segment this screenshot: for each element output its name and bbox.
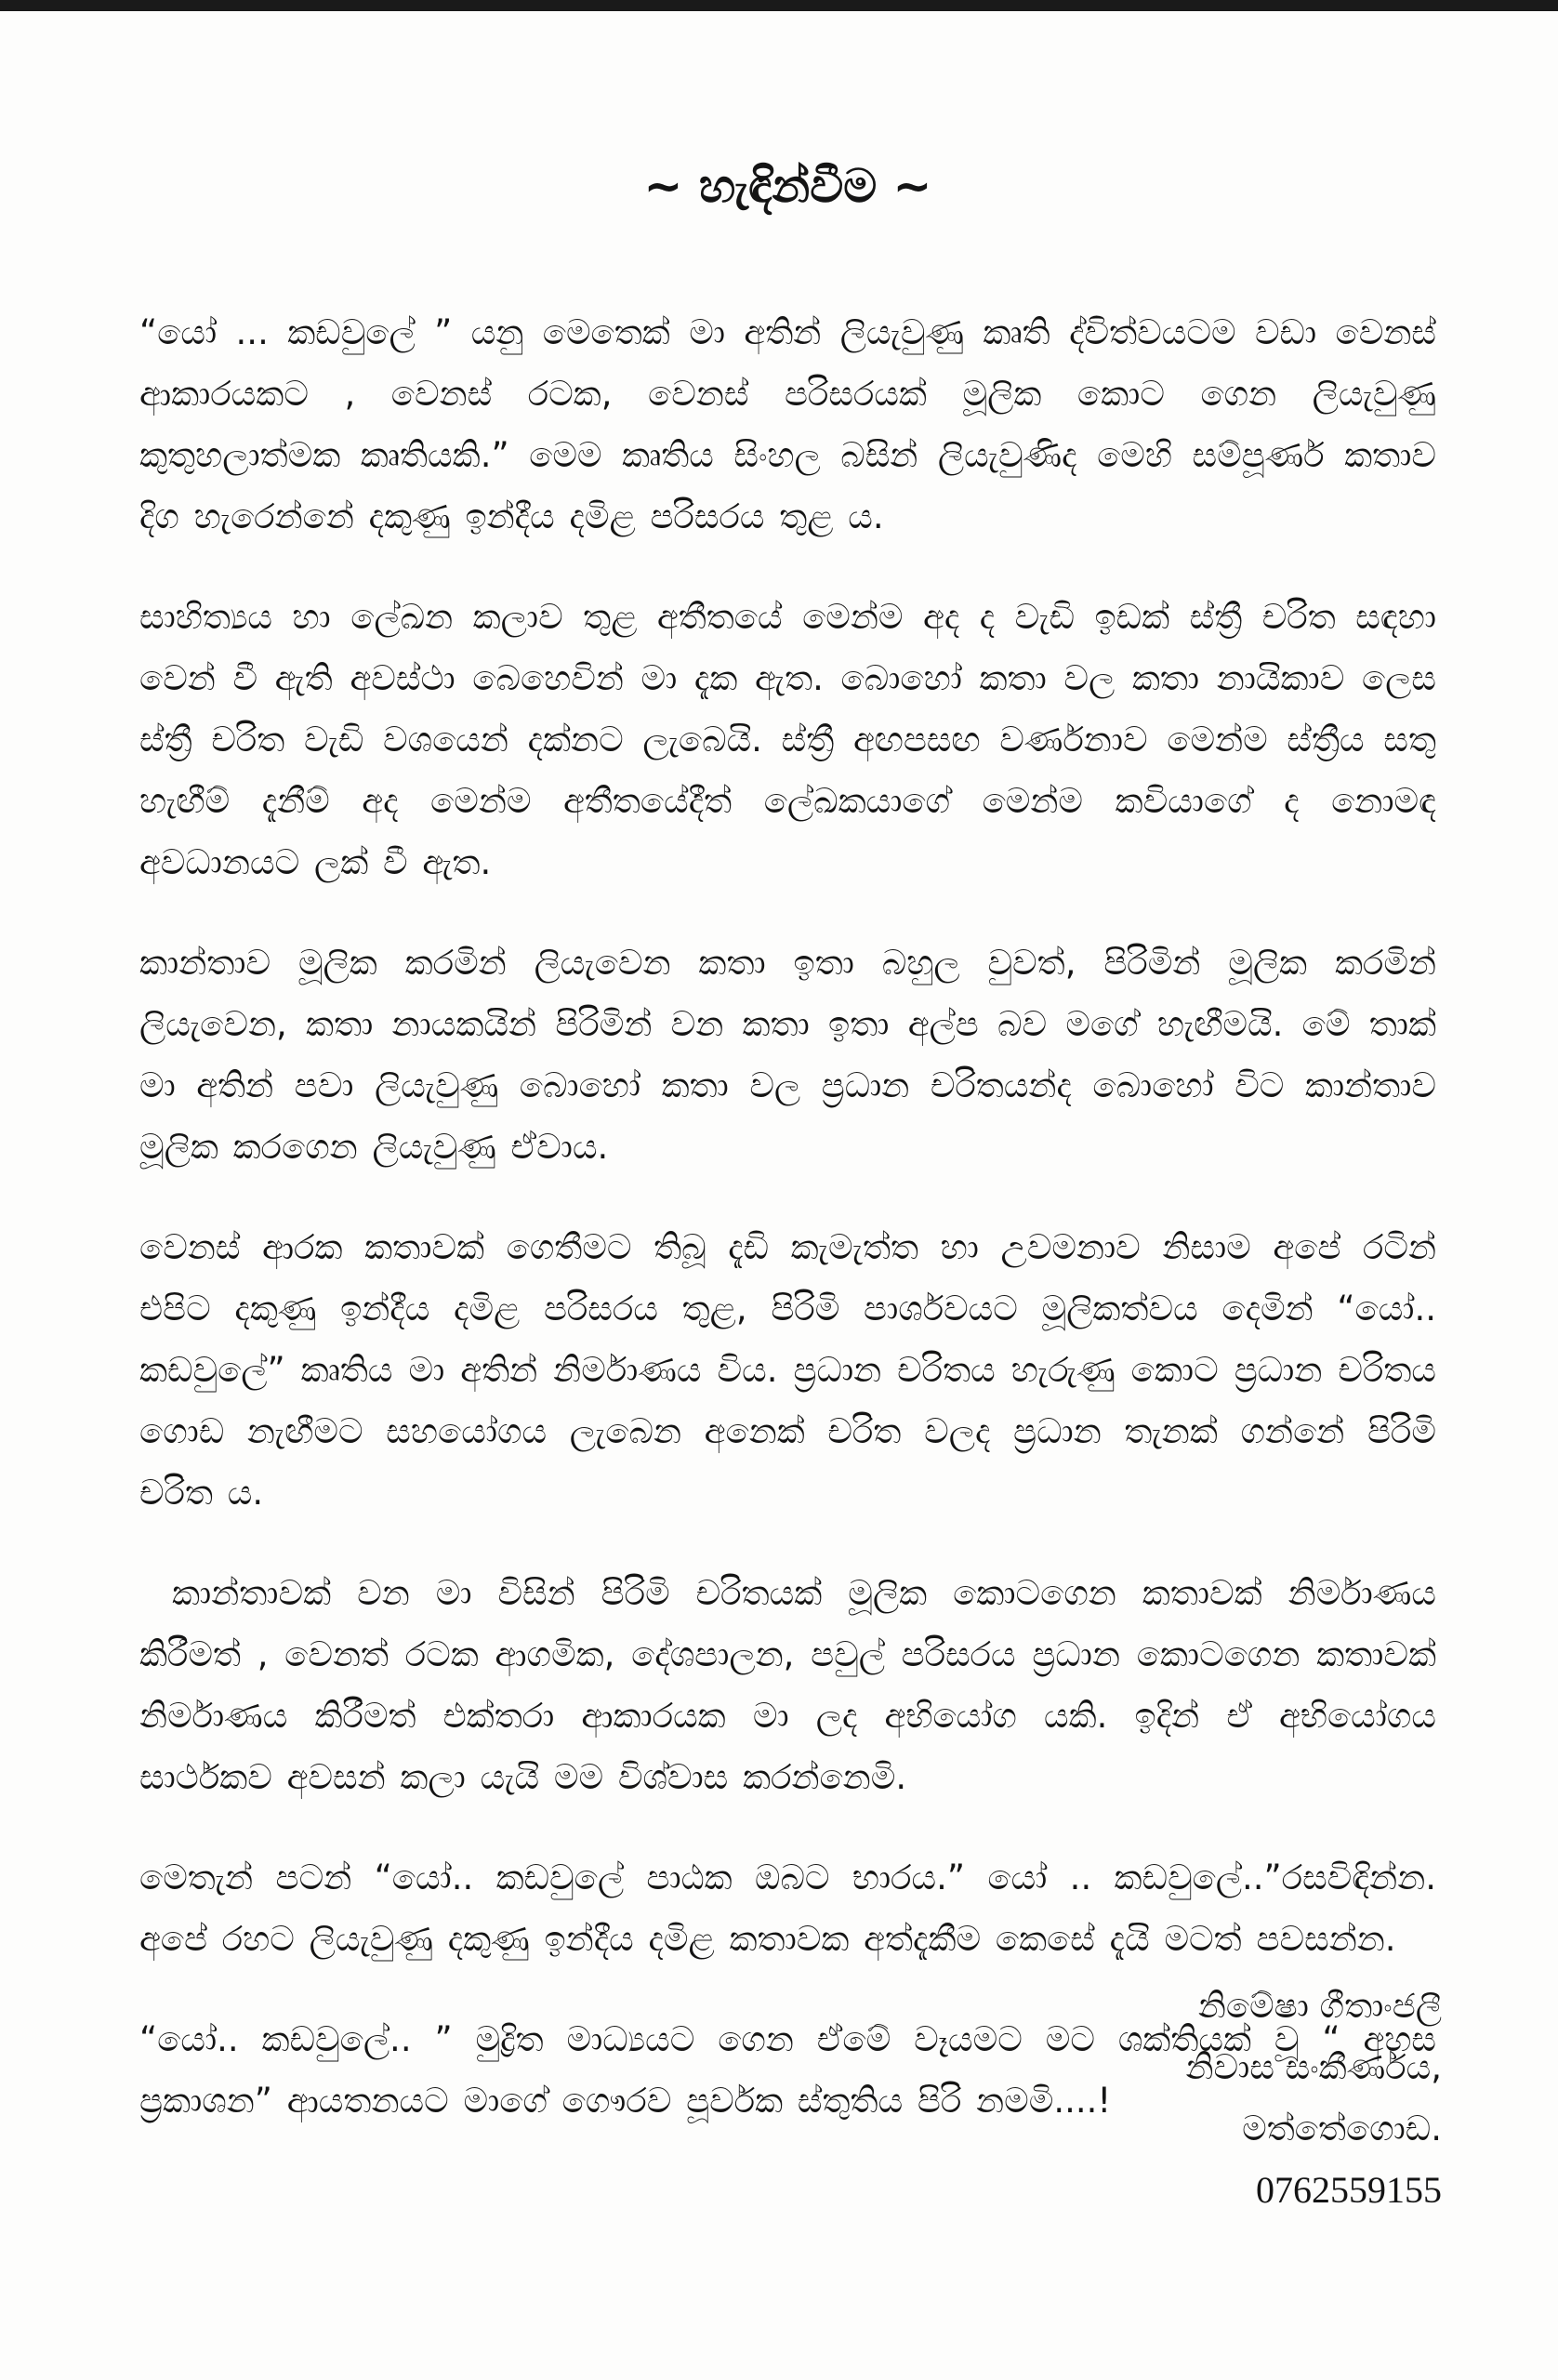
author-address-line-1: නිවාස සංකීර්ණය, (1185, 2047, 1442, 2087)
page-title: ~ හැඳින්වීම ~ (643, 159, 932, 213)
paragraph-1: “යෝ ... කඩවුලේ ” යනු මෙතෙක් මා අතින් ලියැවුණු කෘති ද්විත්වයටම වඩා වෙනස් ආකාරයකට , වෙනස් රටක, වෙනස් පරිසරයක් මූලික කොට ගෙන ලියැවුණු කුතුහලාත්මක කෘතියකි.” මෙම කෘතිය සිංහල බසින් ලියැවුණිද මෙහි සම්පූර්ණ කතාව දිග හැරෙන්නේ දකුණු ඉන්දීය දමිළ පරිසරය තුළ ය. (139, 312, 1436, 536)
paragraph-7: “යෝ.. කඩවුලේ.. ” මුද්‍රිත මාධ්‍යයට ගෙන ඒමේ වෑයමට මට ශක්තියක් වූ “ අහස ප්‍රකාශන” ආයතනයට මාගේ ගෞරව පූර්වක ස්තුතිය පිරි නමමි....! (139, 2019, 1436, 2121)
paragraph-6: මෙතැන් පටන් “යෝ.. කඩවුලේ පාඨක ඔබට භාරය.” යෝ .. කඩවුලේ..”රසවිඳින්න. අපේ රහට ලියැවුණු දකුණු ඉන්දීය දමිළ කතාවක අත්දැකීම කෙසේ දැයි මටත් පවසන්න. (139, 1858, 1436, 1959)
author-name: නිමේෂා ගීතාංජලී (1197, 1986, 1442, 2026)
paragraph-2: සාහිත්‍යය හා ලේඛන කලාව තුළ අතීතයේ මෙන්ම අද ද වැඩි ඉඩක් ස්ත්‍රී චරිත සඳහා වෙන් වී ඇති අවස්ථා බෙහෙවින් මා දැක ඇත. බොහෝ කතා වල කතා නායිකාව ලෙස ස්ත්‍රී චරිත වැඩි වශයෙන් දක්නට ලැබෙයි. ස්ත්‍රී අඟපසඟ වර්ණනාව මෙන්ම ස්ත්‍රීය සතු හැඟීම් දැනීම් අද මෙන්ම අතීතයේදීත් ලේඛකයාගේ මෙන්ම කවියාගේ ද නොමඳ අවධානයට ලක් වී ඇත. (139, 597, 1436, 882)
paragraph-3: කාන්තාව මූලික කරමින් ලියැවෙන කතා ඉතා බහුල වුවත්, පිරිමින් මූලික කරමින් ලියැවෙන, කතා නායකයින් පිරිමින් වන කතා ඉතා අල්ප බව මගේ හැඟීමයි. මේ තාක් මා අතින් පවා ලියැවුණු බොහෝ කතා වල ප්‍රධාන චරිතයන්ද බොහෝ විට කාන්තාව මූලික කරගෙන ලියැවුණු ඒවාය. (139, 943, 1436, 1167)
document-page (139, 158, 1436, 2171)
paragraph-4: වෙනස් ආරක කතාවක් ගෙතීමට තිබූ දැඩි කැමැත්ත හා උවමනාව නිසාම අපේ රටින් එපිට දකුණු ඉන්දීය දමිළ පරිසරය තුළ, පිරිමි පාර්ශවයට මූලිකත්වය දෙමින් “යෝ.. කඩවුලේ” කෘතිය මා අතින් නිර්මාණය විය. ප්‍රධාන චරිතය හැරුණු කොට ප්‍රධාන චරිතය ගොඩ නැඟීමට සහයෝගය ලැබෙන අනෙක් චරිත වලද ප්‍රධාන තැනක් ගන්නේ පිරිමි චරිත ය. (139, 1227, 1436, 1513)
author-signature-block (1186, 1976, 1443, 2221)
author-phone: 0762559155 (1256, 2169, 1442, 2211)
author-address-line-2: මත්තේගොඩ. (1242, 2109, 1442, 2149)
page-top-edge (0, 0, 1558, 11)
paragraph-5: කාන්තාවක් වන මා විසින් පිරිමි චරිතයක් මූලික කොටගෙන කතාවක් නිර්මාණය කිරීමත් , වෙනත් රටක ආගමික, දේශපාලන, පවුල් පරිසරය ප්‍රධාන කොටගෙන කතාවක් නිර්මාණය කිරීමත් එක්තරා ආකාරයක මා ලද අභියෝග යකි. ඉදින් ඒ අභියෝගය සාර්ථකව අවසන් කලා යැයි මම විශ්වාස කරන්නෙමි. (139, 1573, 1436, 1797)
